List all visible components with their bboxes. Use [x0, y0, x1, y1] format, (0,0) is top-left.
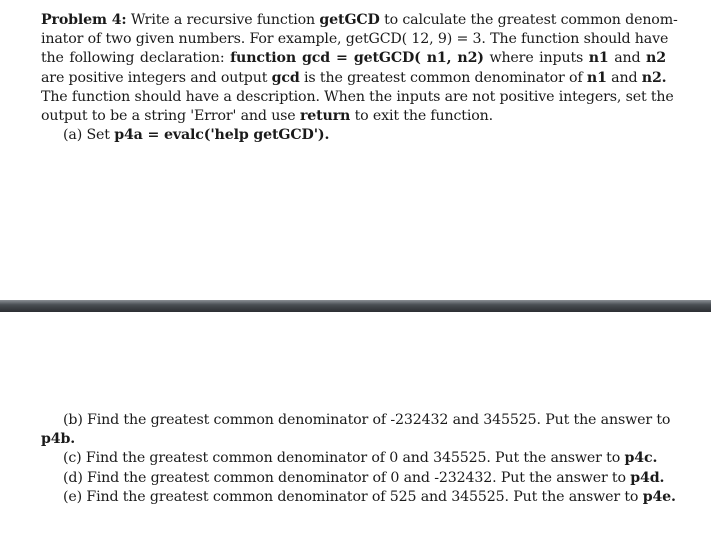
problem-line-4: are positive integers and output gcd is the greatest common denominator of n1 and n2.: [41, 69, 667, 86]
function-declaration: function gcd = getGCD( n1, n2): [230, 50, 484, 67]
problem-line-3: the following declaration: function gcd = getGCD( n1, n2) where inputs n1 and n2: [41, 50, 666, 67]
problem-line-1: Problem 4: Write a recursive function getGCD to calculate the greatest common denom-: [41, 12, 678, 28]
part-b-line-2: [41, 430, 666, 449]
part-c-var: p4c.: [624, 450, 658, 467]
problem-line-6: output to be a string 'Error' and use return to exit the function.: [41, 108, 493, 125]
problem-heading: Problem 4:: [41, 12, 127, 28]
part-c: (c) Find the greatest common denominator of 0 and 345525. Put the answer to p4c.: [63, 450, 658, 467]
output-gcd: gcd: [271, 69, 300, 86]
return-keyword: return: [299, 108, 351, 125]
problem-statement: [41, 11, 678, 145]
part-b-var: p4b.: [41, 431, 76, 448]
part-e: (e) Find the greatest common denominator of 525 and 345525. Put the answer to p4e.: [63, 488, 676, 505]
problem-parts: [41, 411, 676, 507]
part-d: (d) Find the greatest common denominator of 0 and -232432. Put the answer to p4d.: [63, 469, 665, 486]
part-e-var: p4e.: [642, 488, 676, 505]
part-b-line-1: (b) Find the greatest common denominator of -232432 and 345525. Put the answer to: [63, 412, 671, 428]
part-d-var: p4d.: [630, 469, 665, 486]
input-n1: n1: [588, 50, 609, 67]
part-a: (a) Set p4a = evalc('help getGCD').: [63, 127, 330, 144]
problem-line-5: The function should have a description. When the inputs are not positive integers, set the: [41, 88, 674, 105]
function-name: getGCD: [319, 12, 380, 28]
part-a-code: p4a = evalc('help getGCD').: [114, 127, 330, 144]
problem-line-2: inator of two given numbers. For example, getGCD( 12, 9) = 3. The function should have: [41, 31, 669, 48]
input-n2: n2: [646, 50, 666, 67]
section-divider-bar: [0, 300, 711, 312]
